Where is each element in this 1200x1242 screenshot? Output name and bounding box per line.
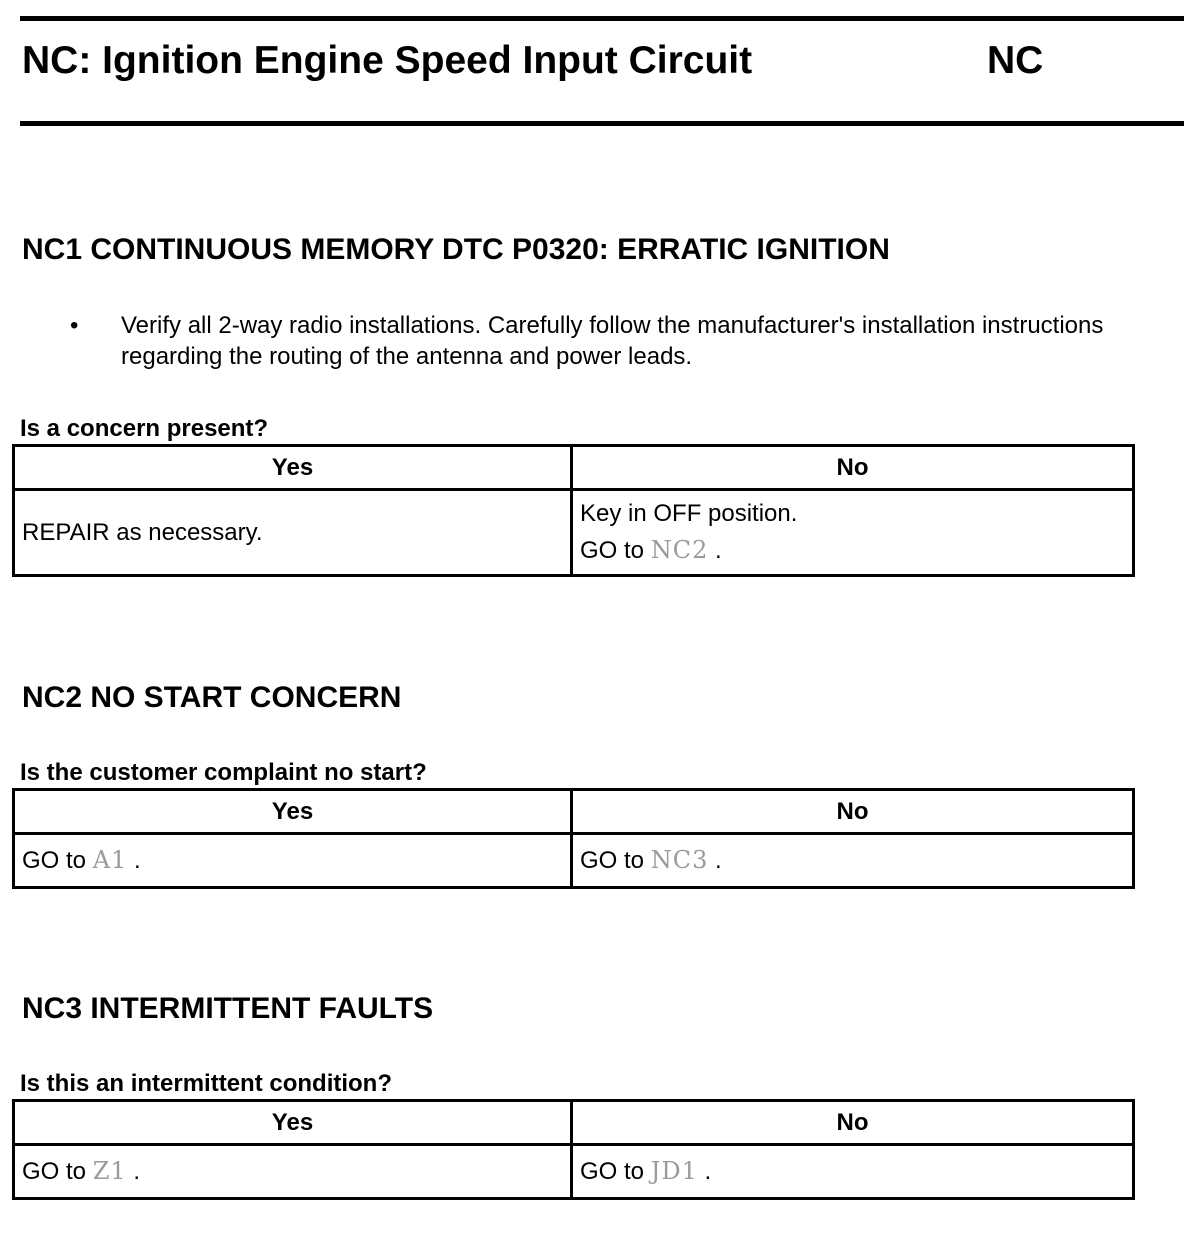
goto-link-z1[interactable]: Z1 bbox=[92, 1157, 127, 1185]
yes-cell bbox=[14, 1145, 572, 1199]
no-action-text: Key in OFF position. bbox=[580, 500, 798, 527]
goto-prefix: GO to bbox=[22, 1158, 87, 1185]
goto-link-a1[interactable]: A1 bbox=[92, 846, 128, 874]
step-heading-nc2: NC2 NO START CONCERN bbox=[22, 681, 402, 714]
list-item bbox=[66, 310, 1146, 372]
table-row bbox=[14, 490, 1134, 576]
yes-header: Yes bbox=[14, 446, 572, 490]
goto-suffix: . bbox=[715, 537, 722, 564]
answer-table-nc2 bbox=[12, 788, 1135, 889]
goto-suffix: . bbox=[704, 1158, 712, 1185]
yes-header: Yes bbox=[14, 790, 572, 834]
yes-cell bbox=[14, 490, 572, 576]
table-header-row bbox=[14, 790, 1134, 834]
header-bottom-rule bbox=[20, 121, 1184, 126]
no-cell bbox=[572, 490, 1134, 576]
goto-link-nc3[interactable]: NC3 bbox=[650, 846, 709, 874]
instruction-text: Verify all 2-way radio installations. Carefully follow the manufacturer's installation instructions regarding the routing of the antenna and power leads. bbox=[121, 312, 1104, 370]
table-row bbox=[14, 1145, 1134, 1199]
no-cell bbox=[572, 1145, 1134, 1199]
yes-header: Yes bbox=[14, 1101, 572, 1145]
no-header: No bbox=[572, 790, 1134, 834]
no-header: No bbox=[572, 1101, 1134, 1145]
no-header: No bbox=[572, 446, 1134, 490]
step-heading-nc1: NC1 CONTINUOUS MEMORY DTC P0320: ERRATIC IGNITION bbox=[22, 233, 890, 266]
no-goto-line bbox=[580, 532, 1125, 569]
no-cell bbox=[572, 834, 1134, 888]
goto-prefix: GO to bbox=[580, 537, 645, 564]
goto-prefix: GO to bbox=[580, 847, 645, 874]
goto-suffix: . bbox=[133, 1158, 140, 1185]
page-title: NC: Ignition Engine Speed Input Circuit bbox=[22, 39, 753, 82]
question-nc3: Is this an intermittent condition? bbox=[20, 1070, 392, 1097]
section-code: NC bbox=[987, 39, 1044, 82]
yes-action-text: REPAIR as necessary. bbox=[22, 518, 263, 546]
question-nc2: Is the customer complaint no start? bbox=[20, 759, 427, 786]
goto-prefix: GO to bbox=[580, 1158, 645, 1185]
answer-table-nc3 bbox=[12, 1099, 1135, 1200]
top-rule bbox=[20, 16, 1184, 21]
goto-link-jd1[interactable]: JD1 bbox=[650, 1157, 698, 1185]
table-header-row bbox=[14, 446, 1134, 490]
answer-table-nc1 bbox=[12, 444, 1135, 577]
bullet-icon: • bbox=[70, 312, 79, 339]
question-nc1: Is a concern present? bbox=[20, 415, 269, 442]
yes-cell bbox=[14, 834, 572, 888]
goto-suffix: . bbox=[133, 847, 141, 874]
goto-prefix: GO to bbox=[22, 847, 87, 874]
goto-link-nc2[interactable]: NC2 bbox=[650, 536, 709, 564]
table-header-row bbox=[14, 1101, 1134, 1145]
instruction-list bbox=[66, 310, 1146, 372]
table-row bbox=[14, 834, 1134, 888]
goto-suffix: . bbox=[715, 847, 722, 874]
step-heading-nc3: NC3 INTERMITTENT FAULTS bbox=[22, 992, 434, 1025]
